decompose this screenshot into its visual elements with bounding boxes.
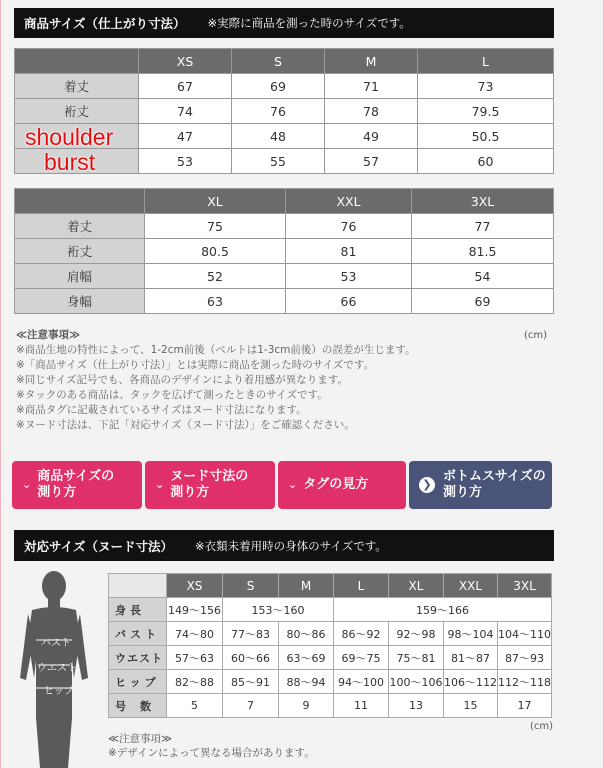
product-size-header — [14, 8, 554, 38]
note-line: ※商品タグに記載されているサイズはヌード寸法になります。 — [16, 404, 307, 416]
cell: 47 — [139, 124, 232, 149]
cell: 112〜118 — [498, 670, 552, 694]
notes — [16, 328, 416, 433]
waist-label: ウエスト — [37, 663, 77, 674]
row-label: 肩幅 — [15, 264, 145, 289]
size-header: XXL — [286, 189, 412, 214]
cell: 15 — [444, 694, 498, 718]
cell: 104〜110 — [498, 622, 552, 646]
row-label: ウエスト — [109, 646, 167, 670]
product-size-measure-button[interactable]: ⌄ 商品サイズの 測り方 — [12, 461, 142, 509]
row-label: 身幅 — [15, 289, 145, 314]
note-line: ※「商品サイズ（仕上がり寸法）」とは実際に商品を測った時のサイズです。 — [16, 359, 375, 371]
tag-guide-button[interactable]: ⌄ タグの見方 — [278, 461, 406, 509]
cell: 76 — [286, 214, 412, 239]
note-line: ※同じサイズ記号でも、各商品のデザインにより着用感が異なります。 — [16, 374, 348, 386]
nude-size-table — [108, 573, 552, 718]
cell: 69 — [412, 289, 554, 314]
cell: 53 — [286, 264, 412, 289]
notes-heading: ≪注意事項≫ — [108, 733, 172, 745]
table-row — [109, 598, 552, 622]
row-label: 着丈 — [15, 214, 145, 239]
size-header: XXL — [444, 574, 498, 598]
cell: 149〜156 — [167, 598, 223, 622]
cell: 63〜69 — [279, 646, 334, 670]
section-note: ※実際に商品を測った時のサイズです。 — [207, 16, 411, 30]
cell: 76 — [232, 99, 325, 124]
table-row — [15, 289, 554, 314]
row-label: ヒップ — [109, 670, 167, 694]
cell: 153〜160 — [223, 598, 334, 622]
cell: 49 — [325, 124, 418, 149]
note-line: ※タックのある商品は、タックを広げて測ったときのサイズです。 — [16, 389, 328, 401]
cell: 88〜94 — [279, 670, 334, 694]
cell: 50.5 — [418, 124, 554, 149]
note-line: ※デザインによって異なる場合があります。 — [108, 747, 315, 759]
cell: 81.5 — [412, 239, 554, 264]
cell: 63 — [145, 289, 286, 314]
chevron-down-icon: ⌄ — [288, 478, 298, 491]
size-header: XS — [167, 574, 223, 598]
cell: 92〜98 — [389, 622, 444, 646]
overlay-text-shoulder: shoulder — [25, 124, 114, 150]
notes-2 — [108, 732, 315, 760]
hip-label: ヒップ — [44, 686, 74, 697]
cell: 98〜104 — [444, 622, 498, 646]
cell: 78 — [325, 99, 418, 124]
row-label: 裄丈 — [15, 99, 139, 124]
section-title: 対応サイズ（ヌード寸法） — [24, 538, 174, 554]
cell: 9 — [279, 694, 334, 718]
table-row — [15, 239, 554, 264]
size-header: XL — [145, 189, 286, 214]
cell: 60 — [418, 149, 554, 174]
chevron-down-icon: ⌄ — [155, 478, 165, 491]
cell: 48 — [232, 124, 325, 149]
note-line: ※ヌード寸法は、下記「対応サイズ（ヌード寸法）」をご確認ください。 — [16, 419, 355, 431]
unit-label-2: (cm) — [530, 721, 554, 732]
table-row — [109, 622, 552, 646]
overlay-text-burst: burst — [44, 149, 96, 175]
cell: 69 — [232, 74, 325, 99]
cell: 74〜80 — [167, 622, 223, 646]
table-row — [109, 694, 552, 718]
cell: 82〜88 — [167, 670, 223, 694]
cell: 55 — [232, 149, 325, 174]
bottoms-size-measure-button[interactable]: ❯ ボトムスサイズの 測り方 — [409, 461, 552, 509]
cell: 75〜81 — [389, 646, 444, 670]
bust-label: バスト — [41, 638, 71, 649]
cell: 53 — [139, 149, 232, 174]
nude-size-measure-button[interactable]: ⌄ ヌード寸法の 測り方 — [145, 461, 275, 509]
cell: 79.5 — [418, 99, 554, 124]
cell: 80.5 — [145, 239, 286, 264]
size-header: L — [334, 574, 389, 598]
cell: 106〜112 — [444, 670, 498, 694]
row-label: 身長 — [109, 598, 167, 622]
chevron-right-icon: ❯ — [419, 477, 435, 493]
size-header: S — [223, 574, 279, 598]
cell: 67 — [139, 74, 232, 99]
cell: 74 — [139, 99, 232, 124]
cell: 52 — [145, 264, 286, 289]
size-header: L — [418, 49, 554, 74]
cell: 86〜92 — [334, 622, 389, 646]
cell: 159〜166 — [334, 598, 552, 622]
cell: 5 — [167, 694, 223, 718]
cell: 77 — [412, 214, 554, 239]
size-header: 3XL — [412, 189, 554, 214]
cell: 57 — [325, 149, 418, 174]
cell: 7 — [223, 694, 279, 718]
size-header: M — [279, 574, 334, 598]
unit-label: (cm) — [524, 330, 548, 341]
size-header: 3XL — [498, 574, 552, 598]
chevron-down-icon: ⌄ — [22, 478, 32, 491]
cell: 17 — [498, 694, 552, 718]
cell: 80〜86 — [279, 622, 334, 646]
cell: 11 — [334, 694, 389, 718]
cell: 54 — [412, 264, 554, 289]
size-header: M — [325, 49, 418, 74]
size-header: XL — [389, 574, 444, 598]
section-title: 商品サイズ（仕上がり寸法） — [24, 16, 186, 31]
cell: 73 — [418, 74, 554, 99]
cell: 81〜87 — [444, 646, 498, 670]
table-row — [15, 74, 554, 99]
size-header: XS — [139, 49, 232, 74]
row-label: 号数 — [109, 694, 167, 718]
cell: 87〜93 — [498, 646, 552, 670]
cell: 94〜100 — [334, 670, 389, 694]
cell: 69〜75 — [334, 646, 389, 670]
cell: 60〜66 — [223, 646, 279, 670]
notes-heading: ≪注意事項≫ — [16, 329, 80, 341]
cell: 81 — [286, 239, 412, 264]
cell: 100〜106 — [389, 670, 444, 694]
table-row — [109, 670, 552, 694]
section-note: ※衣類未着用時の身体のサイズです。 — [195, 538, 387, 553]
table-row — [15, 214, 554, 239]
row-label: バスト — [109, 622, 167, 646]
cell: 85〜91 — [223, 670, 279, 694]
cell: 77〜83 — [223, 622, 279, 646]
nude-size-header — [14, 530, 554, 561]
cell: 13 — [389, 694, 444, 718]
table-row — [15, 149, 554, 174]
row-label: 着丈 — [15, 74, 139, 99]
cell: 75 — [145, 214, 286, 239]
table-row — [109, 646, 552, 670]
table-row — [15, 264, 554, 289]
cell: 57〜63 — [167, 646, 223, 670]
size-header: S — [232, 49, 325, 74]
table-row — [15, 99, 554, 124]
cell: 66 — [286, 289, 412, 314]
row-label: 裄丈 — [15, 239, 145, 264]
note-line: ※商品生地の特性によって、1-2cm前後（ベルトは1-3cm前後）の誤差が生じます。 — [16, 344, 416, 356]
cell: 71 — [325, 74, 418, 99]
size-table-2 — [14, 188, 554, 314]
